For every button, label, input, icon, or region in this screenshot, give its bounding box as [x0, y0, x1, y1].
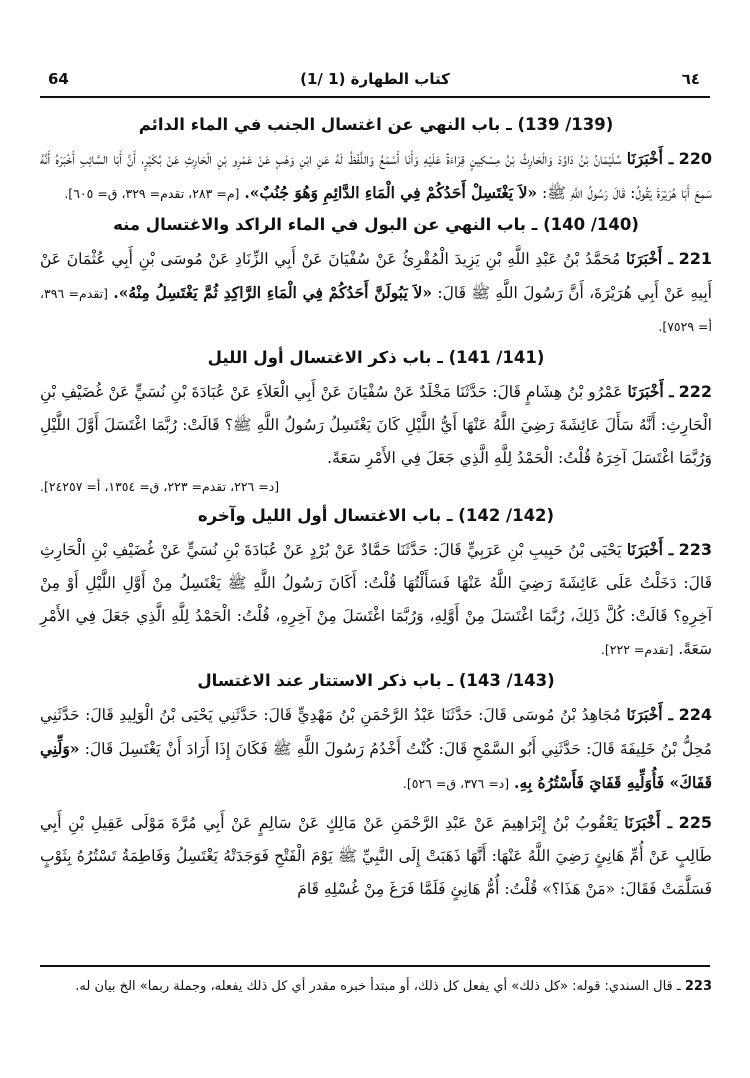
hadith-number: 222	[678, 382, 712, 401]
page-number-latin: 64	[48, 70, 69, 88]
hadith-opening: ـ أَخْبَرَنَا	[627, 382, 674, 401]
hadith-number: 224	[678, 705, 712, 724]
hadith-number: 221	[678, 249, 712, 268]
chapter-title: (140/ 140) ـ باب النهي عن البول في الماء الراكد والاغتسال منه	[113, 215, 639, 234]
hadith-text: يَحْيَى بْنُ حَبِيبِ بْنِ عَرَبِيٍّ قَالَ: حَدَّثَنَا حَمَّادٌ عَنْ بُرْدٍ عَنْ عُبَادَةَ بْنِ نُسَيٍّ عَنْ غُضَيْفِ بْنِ الْحَارِثِ قَالَ: دَخَلْتُ عَلَى عَائِشَةَ رَضِيَ اللَّهُ عَنْهَا فَسَأَلْتُهَا قُلْتُ: أَكَانَ رَسُولُ اللَّهِ ﷺ يَغْتَسِلُ مِنْ أَوَّلِ اللَّيْلِ أَوْ مِنْ آخِرِهِ؟ قَالَتْ: كُلَّ ذَلِكَ، رُبَّمَا اغْتَسَلَ مِنْ أَوَّلِهِ، وَرُبَّمَا اغْتَسَلَ مِنْ آخِرِهِ، قُلْتُ: الْحَمْدُ لِلَّهِ الَّذِي جَعَلَ فِي الأَمْرِ سَعَةً.	[40, 541, 712, 658]
hadith-reference: [د= ٢٢٦، تقدم= ٢٢٣، ق= ١٣٥٤، أ= ٢٤٢٥٧].	[40, 479, 280, 494]
chapter-section	[40, 668, 712, 800]
running-header	[40, 66, 710, 92]
hadith-number: 225	[678, 813, 712, 832]
hadith-opening: ـ أَخْبَرَنَا	[626, 149, 674, 168]
hadith-reference: [م= ٢٨٣، تقدم= ٣٢٩، ق= ٦٠٥].	[64, 186, 240, 201]
hadith-text: مُحَمَّدُ بْنُ عَبْدِ اللَّهِ بْنِ يَزِيدَ الْمُقْرِئُ عَنْ سُفْيَانَ عَنْ أَبِي الزِّنَادِ عَنْ مُوسَى بْنِ أَبِي عُثْمَانَ عَنْ أَبِيهِ عَنْ أَبِي هُرَيْرَةَ، أَنَّ رَسُولَ اللَّهِ ﷺ قَالَ:	[40, 250, 712, 302]
hadith-opening: ـ أَخْبَرَنَا	[626, 705, 674, 724]
hadith-entry	[40, 142, 712, 210]
hadith-opening: ـ أَخْبَرَنَا	[624, 813, 672, 832]
hadith-reference: [تقدم= ٢٢٢].	[600, 642, 674, 657]
hadith-entry	[40, 533, 712, 666]
footnote-divider	[40, 965, 710, 967]
hadith-entry	[40, 242, 712, 343]
hadith-reference: [د= ٣٧٦، ق= ٥٢٦].	[402, 776, 510, 791]
hadith-reference: [تقدم= ٣٩٦، أ= ٧٥٢٩].	[40, 286, 712, 334]
header-divider	[40, 96, 710, 98]
chapter-title: (142/ 142) ـ باب الاغتسال أول الليل وآخره	[197, 506, 555, 525]
hadith-quote: «لاَ يَبُولَنَّ أَحَدُكُمْ فِي الْمَاءِ الرَّاكِدِ ثُمَّ يَغْتَسِلُ مِنْهُ».	[113, 283, 433, 302]
chapter-section	[40, 112, 712, 210]
chapter-section	[40, 503, 712, 666]
hadith-text: عَمْرُو بْنُ هِشَامٍ قَالَ: حَدَّثَنَا مَخْلَدٌ عَنْ سُفْيَانَ عَنْ أَبِي الْعَلاَءِ عَنْ عُبَادَةَ بْنِ نُسَيٍّ عَنْ غُضَيْفِ بْنِ الْحَارِثِ: أَنَّهُ سَأَلَ عَائِشَةَ رَضِيَ اللَّهُ عَنْهَا أَيُّ اللَّيْلِ كَانَ يَغْتَسِلُ رَسُولُ اللَّهِ ﷺ؟ قَالَتْ: رُبَّمَا اغْتَسَلَ أَوَّلَ اللَّيْلِ وَرُبَّمَا اغْتَسَلَ آخِرَهُ قُلْتُ: الْحَمْدُ لِلَّهِ الَّذِي جَعَلَ فِي الأَمْرِ سَعَةً.	[40, 383, 712, 467]
footnote-text: ـ قال السندي: قوله: «كل ذلك» أي يفعل كل ذلك، أو مبتدأ خبره مقدر أي كل ذلك يفعله، وجملة ربما» الخ بيان له.	[75, 979, 681, 994]
hadith-opening: ـ أَخْبَرَنَا	[626, 249, 673, 268]
hadith-quote: «لاَ يَغْتَسِلْ أَحَدُكُمْ فِي الْمَاءِ الدَّائِمِ وَهُوَ جُنُبٌ».	[244, 183, 538, 202]
running-title: (1/ 1) كتاب الطهارة	[300, 70, 450, 88]
hadith-opening: ـ أَخْبَرَنَا	[626, 540, 674, 559]
chapter-section	[40, 345, 712, 501]
hadith-text: سُلَيْمَانُ بْنُ دَاوُدَ وَالْحَارِثُ بْنُ مِسْكِينٍ قِرَاءَةً عَلَيْهِ وَأَنَا أَسْمَعُ وَاللَّفْظُ لَهُ عَنِ ابْنِ وَهْبٍ عَنْ عَمْرِو بْنِ الْحَارِثِ عَنْ بُكَيْرٍ، أَنَّ أَبَا السَّائِبِ أَخْبَرَهُ أَنَّهُ سَمِعَ أَبَا هُرَيْرَةَ يَقُولُ: قَالَ رَسُولُ اللَّهِ ﷺ:	[40, 150, 712, 202]
hadith-entry	[40, 698, 712, 800]
hadith-text: يَعْقُوبُ بْنُ إِبْرَاهِيمَ عَنْ عَبْدِ الرَّحْمَنِ عَنْ مَالِكٍ عَنْ سَالِمٍ عَنْ أَبِي مُرَّةَ مَوْلَى عَقِيلِ بْنِ أَبِي طَالِبٍ عَنْ أُمِّ هَانِئٍ رَضِيَ اللَّهُ عَنْهَا: أَنَّهَا ذَهَبَتْ إِلَى النَّبِيِّ ﷺ يَوْمَ الْفَتْحِ فَوَجَدَتْهُ يَغْتَسِلُ وَفَاطِمَةُ تَسْتُرُهُ بِثَوْبٍ فَسَلَّمَتْ فَقَالَ: «مَنْ هَذَا؟» قُلْتُ: أُمُّ هَانِئٍ فَلَمَّا فَرَغَ مِنْ غُسْلِهِ قَامَ	[40, 814, 712, 898]
hadith-number: 220	[678, 149, 712, 168]
hadith-quote: «وَلِّنِي قَفَاكَ» فَأُوَلِّيهِ قَفَايَ فَأَسْتُرُهُ بِهِ.	[40, 739, 712, 792]
chapter-title: (143/ 143) ـ باب ذكر الاستتار عند الاغتسال	[197, 671, 555, 690]
footnote-number: 223	[684, 979, 712, 994]
chapter-section	[40, 212, 712, 343]
hadith-number: 223	[678, 540, 712, 559]
chapter-title: (141/ 141) ـ باب ذكر الاغتسال أول الليل	[207, 348, 545, 367]
hadith-text: مُجَاهِدُ بْنُ مُوسَى قَالَ: حَدَّثَنَا عَبْدُ الرَّحْمَنِ بْنُ مَهْدِيٍّ قَالَ: حَدَّثَنِي يَحْيَى بْنُ الْوَلِيدِ قَالَ: حَدَّثَنِي مُحِلُّ بْنُ خَلِيفَةَ قَالَ: حَدَّثَنِي أَبُو السَّمْحِ قَالَ: كُنْتُ أَخْدُمُ رَسُولَ اللَّهِ ﷺ فَكَانَ إِذَا أَرَادَ أَنْ يَغْتَسِلَ قَالَ:	[40, 706, 712, 758]
footnote	[40, 972, 712, 1001]
page-body	[40, 110, 712, 906]
chapter-title: (139/ 139) ـ باب النهي عن اغتسال الجنب في الماء الدائم	[138, 115, 614, 134]
page-number-arabic: ٦٤	[681, 70, 700, 88]
hadith-entry	[40, 375, 712, 475]
hadith-entry	[40, 806, 712, 906]
